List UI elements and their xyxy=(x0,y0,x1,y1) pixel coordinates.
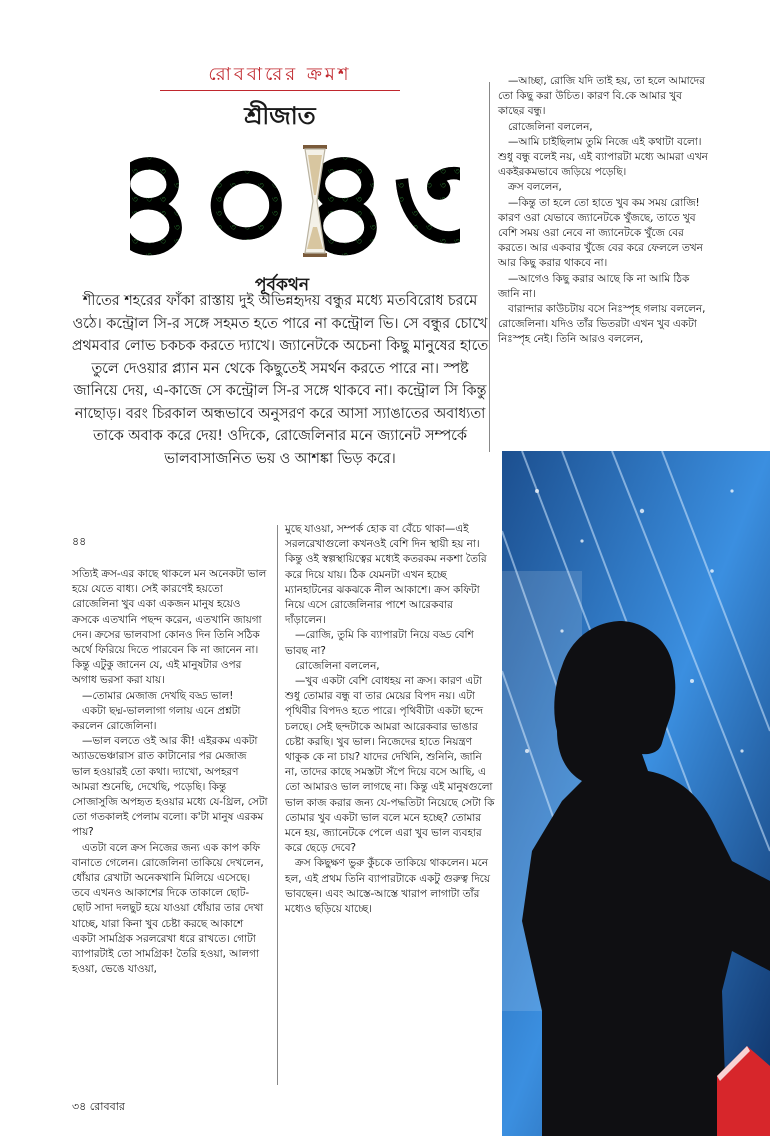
paragraph: মুছে যাওয়া, সম্পর্ক হোক বা বেঁচে থাকা—এই সরলরেখাগুলো কখনওই বেশি দিন স্থায়ী হয় না। কিন্তু ওই স্বল্পস্থায়িত্বের মধ্যেই কতরকম নকশা তৈরি করে দিয়ে যায়। ঠিক যেমনটা এখন হচ্ছে ম্যানহাটনের ঝকঝকে নীল আকাশে। ক্রস কফিটা নিয়ে এসে রোজেলিনার পাশে আরেকবার দাঁড়ালেন। xyxy=(285,523,487,627)
series-header: রোববারের ক্রমশ xyxy=(208,64,352,85)
paragraph: বারান্দার কাউচটায় বসে নিঃস্পৃহ গলায় বললেন, রোজেলিনা। যদিও তাঁর ভিতরটা এখন খুব একটা নিঃস্পৃহ নেই। তিনি আরও বললেন, xyxy=(498,303,706,346)
paragraph: —আমি চাইছিলাম তুমি নিজে এই কথাটা বলো। শুধু বন্ধু বলেই নয়, এই ব্যাপারটা মধ্যে আমরা এখন একইরকমভাবে জড়িয়ে পড়েছি। xyxy=(498,135,708,179)
paragraph: ক্রস কিছুক্ষণ ভুরু কুঁচকে তাকিয়ে থাকলেন। মনে হল, এই প্রথম তিনি ব্যাপারটাকে একটু গুরুত্ব দিয়ে ভাবছেন। এবং আস্তে-আস্তে খারাপ লাগাটা তাঁর মধ্যেও ছড়িয়ে যাচ্ছে। xyxy=(285,857,490,916)
paragraph: —আগেও কিছু করার আছে কি না আমি ঠিক জানি না। xyxy=(498,272,690,300)
page-footer: ৩৪ রোববার xyxy=(72,1100,125,1113)
paragraph: রোজেলিনা বললেন, xyxy=(508,120,593,133)
title-art xyxy=(130,135,460,270)
paragraph: এতটা বলে ক্রস নিজের জন্য এক কাপ কফি বানাতে গেলেন। রোজেলিনা তাকিয়ে দেখলেন, ধোঁয়ার রেখাটা অনেকখানি মিলিয়ে এসেছে। তবে এখনও আকাশের দিকে তাকালে ছোট-ছোট সাদা দলছুট হয়ে যাওয়া ধোঁয়ার তার দেখা যাচ্ছে, যারা কিনা খুব চেষ্টা করছে আকাশে একটা সামগ্রিক সরলরেখা ধরে রাখতে। গোটা ব্যাপারটাই তো সামগ্রিক! তৈরি হওয়া, আলগা হওয়া, ভেঙে যাওয়া, xyxy=(72,841,264,976)
synopsis-text: শীতের শহরের ফাঁকা রাস্তায় দুই অভিন্নহৃদয় বন্ধুর মধ্যে মতবিরোধ চরমে ওঠে। কন্ট্রোল সি-র সঙ্গে সহমত হতে পারে না কন্ট্রোল ভি। সে বন্ধুর চোখে প্রথমবার লোভ চকচক করতে দ্যাখে। জ্যানেটকে অচেনা কিছু মানুষের হাতে তুলে দেওয়ার প্ল্যান মন থেকে কিছুতেই সমর্থন করতে পারে না। স্পষ্ট জানিয়ে দেয়, এ-কাজে সে কন্ট্রোল সি-র সঙ্গে থাকবে না। কন্ট্রোল সি কিন্তু নাছোড়। বরং চিরকাল অন্ধভাবে অনুসরণ করে আসা স্যাঙাতের অবাধ্যতা তাকে অবাক করে দেয়! ওদিকে, রোজেলিনার মনে জ্যানেট সম্পর্কে ভালবাসাজনিত ভয় ও আশঙ্কা ভিড় করে। xyxy=(71,293,489,467)
paragraph: ক্রস বললেন, xyxy=(508,181,562,194)
synopsis-heading: পূর্বকথন xyxy=(255,275,310,295)
paragraph: রোজেলিনা বললেন, xyxy=(295,659,380,672)
series-header-rule xyxy=(160,90,400,91)
paragraph: সত্যিই ক্রস-এর কাছে থাকলে মন অনেকটা ভাল হয়ে যেতে বাধ্য। সেই কারণেই হয়তো রোজেলিনা খুব একা একজন মানুষ হয়েও ক্রসকে এতখানি পছন্দ করেন, এতখানি জায়গা দেন। ক্রসের ভালবাসা কোনও দিন তিনি সঠিক অর্থে ফিরিয়ে দিতে পারবেন কি না জানেন না। কিন্তু এটুকু জানেন যে, এই মানুষটার ওপর অগাধ ভরসা করা যায়। xyxy=(72,568,267,687)
paragraph: —ভাল বলতে ওই আর কী! এইরকম একটা অ্যাডভেঞ্চারাস রাত কাটানোর পর মেজাজ ভাল হওয়ারই তো কথা। দ্যাখো, অপহরণ আমরা শুনেছি, দেখেছি, পড়েছি। কিন্তু সোজাসুজি অপহৃত হওয়ার মধ্যে যে-থ্রিল, সেটা তো গতকালই পেলাম বলো। ক'টা মানুষ এরকম পায়? xyxy=(72,735,268,839)
paragraph: —রোজি, তুমি কি ব্যাপারটা নিয়ে বড্ড বেশি ভাবছ না? xyxy=(285,629,474,657)
paragraph: —কিন্তু তা হলে তো হাতে খুব কম সময় রোজি! কারণ ওরা যেভাবে জ্যানেটকে খুঁজছে, তাতে খুব বেশি সময় ওরা নেবে না জ্যানেটকে খুঁজে বের করতে। আর একবার খুঁজে বের করে ফেললে তখন আর কিছু করার থাকবে না। xyxy=(498,196,703,270)
matrix-code-fill xyxy=(130,135,460,270)
author-name: শ্রীজাত xyxy=(244,102,316,130)
column-divider xyxy=(277,525,278,1085)
paragraph: —আচ্ছা, রোজি যদি তাই হয়, তা হলে আমাদের তো কিছু করা উচিত। কারণ বি.কে আমার খুব কাছের বন্ধু। xyxy=(498,75,705,118)
article-column-left xyxy=(72,567,268,977)
article-column-top-right xyxy=(498,74,708,348)
paragraph: —খুব একটা বেশি বোধহয় না ক্রস। কারণ এটা শুধু তোমার বন্ধু বা তার মেয়ের বিপদ নয়। এটা পৃথিবীর বিপদও হতে পারে। পৃথিবীটা একটা ছন্দে চলছে। সেই ছন্দটাকে আমরা আরেকবার ভাঙার চেষ্টা করছি। খুব ভাল। নিজেদের হাতে নিয়ন্ত্রণ থাকুক কে না চায়? যাদের দেখিনি, শুনিনি, জানি না, তাদের কাছে সমস্তটা সঁপে দিয়ে বসে আছি, এ তো আমারও ভাল লাগছে না। কিন্তু এই মানুষগুলো ভাল কাজ করার জন্য যে-পদ্ধতিটা নিয়েছে সেটা কি তোমার খুব একটা ভাল বলে মনে হচ্ছে? তোমার মনে হয়, জ্যানেটকে পেলে এরা খুব ভাল ব্যবহার করে ছেড়ে দেবে? xyxy=(285,675,495,855)
chapter-number: ৪৪ xyxy=(72,535,87,548)
column-divider xyxy=(489,82,490,452)
paragraph: একটা ছদ্ম-ভাললাগা গলায় এনে প্রশ্নটা করলেন রোজেলিনা। xyxy=(72,704,241,733)
article-column-middle xyxy=(285,522,495,917)
paragraph: —তোমার মেজাজ দেখছি বড্ড ভাল! xyxy=(82,689,234,702)
illustration xyxy=(502,451,770,1136)
